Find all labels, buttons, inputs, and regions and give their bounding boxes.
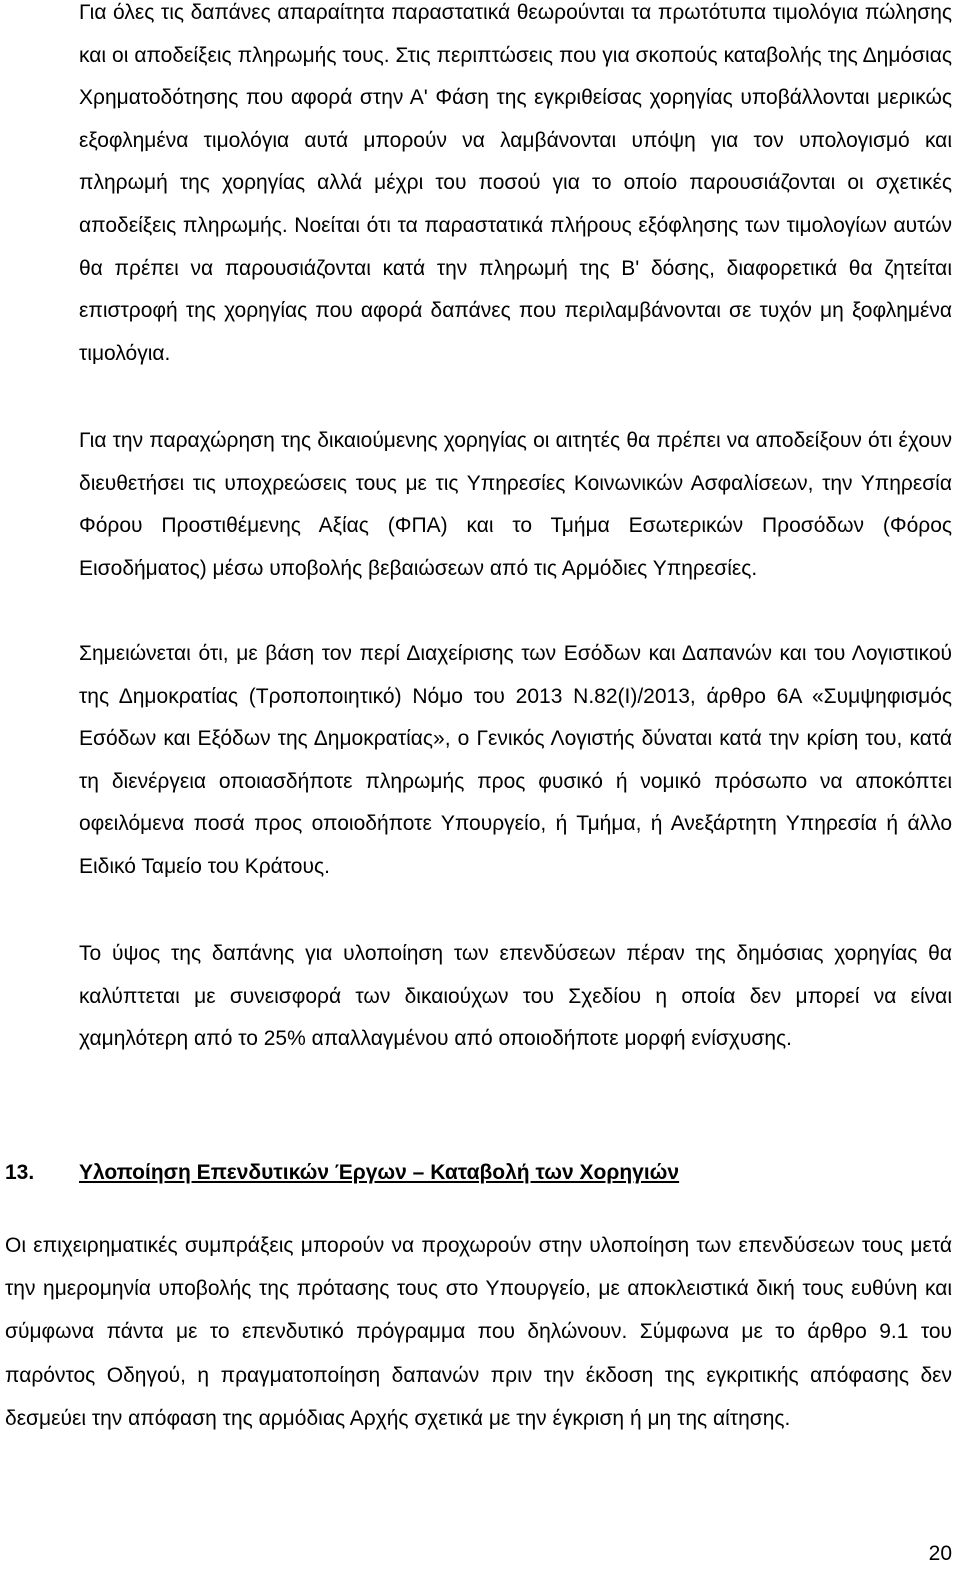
section-paragraph: Οι επιχειρηματικές συμπράξεις μπορούν να προχωρούν στην υλοποίηση των επενδύσεων τους μετά την ημερομηνία υποβολής της πρότασης τους στο Υπουργείο, με αποκλειστικά δική τους ευθύνη και σύμφωνα πάντα με το επενδυτικό πρόγραμμα που δηλώνουν. Σύμφωνα με το άρθρο 9.1 του παρόντος Οδηγού, η πραγματοποίηση δαπανών πριν την έκδοση της εγκριτικής απόφασης δεν δεσμεύει την απόφαση της αρμόδιας Αρχής σχετικά με την έγκριση ή μη της αίτησης. (5, 1234, 952, 1430)
page-number: 20 (928, 1542, 952, 1565)
paragraph-offsetting: Σημειώνεται ότι, με βάση τον περί Διαχείρισης των Εσόδων και Δαπανών και του Λογιστικού της Δημοκρατίας (Τροποποιητικό) Νόμο του 2013 Ν.82(Ι)/2013, άρθρο 6Α «Συμψηφισμός Εσόδων και Εξόδων της Δημοκρατίας», ο Γενικός Λογιστής δύναται κατά την κρίση του, κατά τη διενέργεια οποιασδήποτε πληρωμής προς φυσικό ή νομικό πρόσωπο να αποκόπτει οφειλόμενα ποσά προς οποιοδήποτε Υπουργείο, ή Τμήμα, ή Ανεξάρτητη Υπηρεσία ή άλλο Ειδικό Ταμείο του Κράτους. (79, 642, 952, 878)
section-number: 13. (5, 1161, 35, 1184)
paragraph-contribution: Το ύψος της δαπάνης για υλοποίηση των επενδύσεων πέραν της δημόσιας χορηγίας θα καλύπτεται με συνεισφορά των δικαιούχων του Σχεδίου η οποία δεν μπορεί να είναι χαμηλότερη από το 25% απαλλαγμένου από οποιοδήποτε μορφή ενίσχυσης. (79, 942, 952, 1051)
paragraph-invoices: Για όλες τις δαπάνες απαραίτητα παραστατικά θεωρούνται τα πρωτότυπα τιμολόγια πώλησης και οι αποδείξεις πληρωμής τους. Στις περιπτώσεις που για σκοπούς καταβολής της Δημόσιας Χρηματοδότησης που αφορά στην Α' Φάση της εγκριθείσας χορηγίας υποβάλλονται μερικώς εξοφλημένα τιμολόγια αυτά μπορούν να λαμβάνονται υπόψη για τον υπολογισμό και πληρωμή της χορηγίας αλλά μέχρι του ποσού για το οποίο παρουσιάζονται οι σχετικές αποδείξεις πληρωμής. Νοείται ότι τα παραστατικά πλήρους εξόφλησης των τιμολογίων αυτών θα πρέπει να παρουσιάζονται κατά την πληρωμή της Β' δόσης, διαφορετικά θα ζητείται επιστροφή της χορηγίας που αφορά δαπάνες που περιλαμβάνονται σε τυχόν μη ξοφλημένα τιμολόγια. (79, 1, 952, 365)
paragraph-obligations: Για την παραχώρηση της δικαιούμενης χορηγίας οι αιτητές θα πρέπει να αποδείξουν ότι έχουν διευθετήσει τις υποχρεώσεις τους με τις Υπηρεσίες Κοινωνικών Ασφαλίσεων, την Υπηρεσία Φόρου Προστιθέμενης Αξίας (ΦΠΑ) και το Τμήμα Εσωτερικών Προσόδων (Φόρος Εισοδήματος) μέσω υποβολής βεβαιώσεων από τις Αρμόδιες Υπηρεσίες. (79, 429, 952, 580)
section-title: Υλοποίηση Επενδυτικών Έργων – Καταβολή των Χορηγιών (79, 1161, 680, 1184)
